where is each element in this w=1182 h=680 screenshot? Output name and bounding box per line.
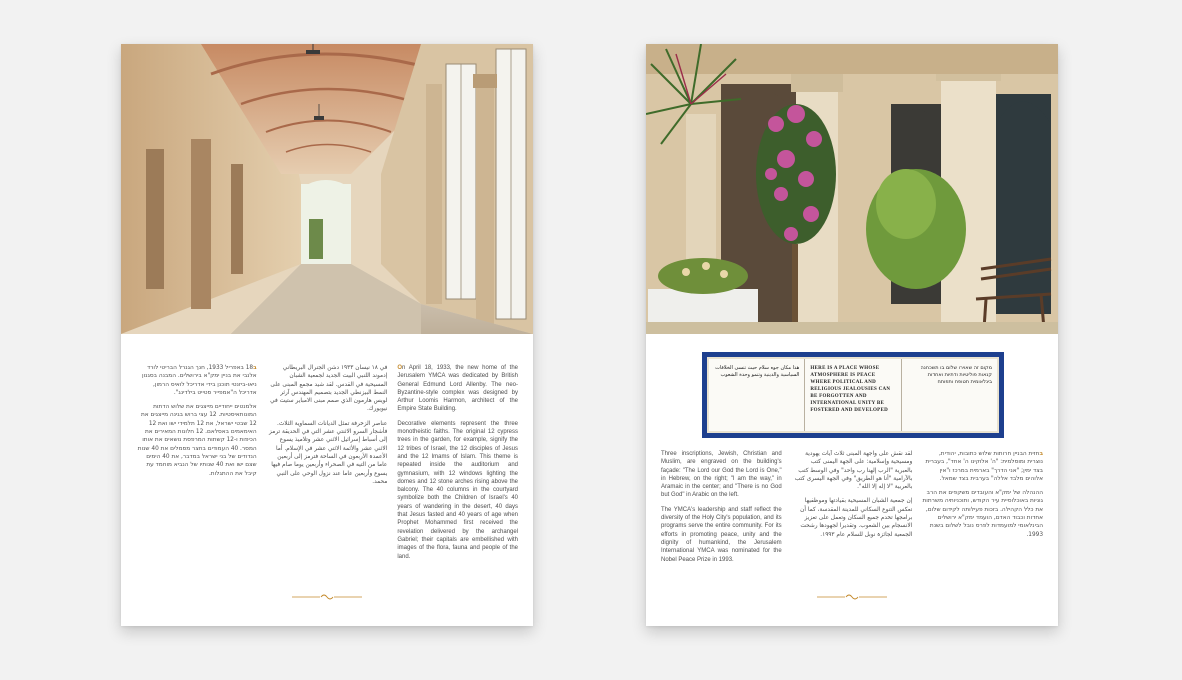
right-english-column	[661, 450, 782, 570]
hebrew-paragraph-1: 18 באפריל 1933, חנך הגנרל הבריטי לורד אלנבי את בניין ימק"א בירושלים. המבנה בסגנון ניאו-ביזנטי תוכנן בידי אדריכל לואיס הרמון, אדריכל ה"אמפייר סטייט בילדינג".	[142, 365, 257, 396]
english-paragraph-4: The YMCA's leadership and staff reflect the diversity of the Holy City's population, and its programs serve the entire community. For its efforts in promoting peace, unity and the dignity of humankind, the Jerusalem International YMCA was nominated for the Nobel Peace Prize in 1993.	[661, 506, 782, 563]
arcade-corridor-photo	[121, 44, 533, 334]
english-paragraph-2: Decorative elements represent the three monotheistic faiths. The original 12 cypress trees in the garden, for example, signify the 12 tribes of Israel, the 12 disciples of Jesus and the 12 Imams of Islam. This theme is repeated inside the auditorium and gymnasium, with 12 windows lighting the domes and 12 stone arches rising above the balcony. The 40 columns in the courtyard symbolize both the Children of Israel's 40 years of wandering in the desert, 40 days that Jesus fasted and 40 years of age when Prophet Mohammed first received the revelation delivered by the archangel Gabriel; their capitals are embellished with images of the flora, fauna and people of the land.	[397, 420, 519, 560]
plaque-hebrew-text: מקום זה שאוירו שלום בו תשכחנה קנאות פוליטיות ודתיות ואחדות בינלאומית תטופח ותפותח	[901, 359, 997, 431]
hebrew-paragraph-4: ההנהלה של ימק"א והעובדים משקפים את הרב גוניות באוכלוסיית עיר הקודש, ותוכניותיה משרתות את כלל הקהילה. בזכות פעילותה לקידום שלום, אחדות וכבוד האדם, הועמד ימק"א ירושלים הבינלאומי למועמדות לפרס נובל לשלום בשנת 1993.	[922, 490, 1044, 538]
english-dropcap: O	[397, 365, 403, 371]
left-ornament	[121, 588, 533, 606]
inscription-plaque	[702, 352, 1004, 438]
hebrew-dropcap-right: ב	[1039, 451, 1044, 457]
plaque-english-text: HERE IS A PLACE WHOSE ATMOSPHERE IS PEACE WHERE POLITICAL AND RELIGIOUS JEALOUSIES CAN BE FORGOTTEN AND INTERNATIONAL UNITY BE FOSTERED AND DEVELOPED	[804, 359, 900, 431]
hebrew-paragraph-2: אלמנטים ייחודיים מייצגים את שלוש הדתות המונותאיסטיות. 12 עצי ברוש בגינה מייצגים את 12 שבטי ישראל, את 12 תלמידי ישו ואת 12 האימאמים באסלאם. 12 חלונות המאירים את הכיפות ו-12 קשתות המרפסת נושאים את אותו המסר. 40 העמודים בחצר מסמלים את 40 שנות הנדודים של בני ישראל במדבר, את 40 הימים שצם ישו ואת 40 שנותיו של הנביא מוחמד עת קיבל את ההתגלות.	[137, 404, 257, 477]
courtyard-flowers-photo	[646, 44, 1058, 334]
arabic-paragraph-2: عناصر الزخرفة تمثل الديانات السماوية الثلاث. فأشجار السرو الاثنتي عشر التي في الحديقة ترمز إلى أسباط إسرائيل الاثني عشر وتلاميذ يسوع الاثني عشر والأئمة الاثني عشر في الإسلام. أما الأعمدة الأربعون في الساحة فترمز إلى أربعين عاما من التيه في الصحراء وأربعين يوما صام فيها يسوع وأربعين عاما عند نزول الوحي على النبي محمد.	[269, 420, 388, 485]
left-english-column	[397, 364, 518, 567]
hebrew-paragraph-3: חזית הבניין חרותות שלוש כתובות, יהודית, נוצרית ומוסלמית: "ה' אלוקינו ה' אחד", בעברית בצד ימין; "אני הדרך" בארמית במרכז ו"אין אלוהים מלבד אללה" בערבית בצד שמאל.	[925, 451, 1044, 482]
plaque-inner	[707, 357, 999, 433]
left-text-area	[136, 364, 518, 567]
right-hebrew-column	[922, 450, 1043, 570]
left-page	[121, 44, 533, 626]
arabic-paragraph-1: في ١٨ نيسان ١٩٣٣ دشن الجنرال البريطاني إدموند اللنبي البيت الجديد لجمعية الشبان المسيحية في القدس. لقد شيد مجمع المبنى على النمط البيزنطي الجديد بتصميم المهندس آرثر لويس هارمون الذي صمم مبنى الامباير ستيت في نيويورك.	[270, 365, 388, 413]
arabic-paragraph-3: لقد نقش على واجهة المبنى ثلاث آيات يهودية ومسيحية وإسلامية: على الجهة اليمنى كتب بالعبرية "الرب إلهنا رب واحد" وفي الوسط كتب بالآرامية "أنا هو الطريق" وفي الجهة اليسرى كتب بالعربية "لا إله إلا الله".	[794, 451, 913, 491]
left-arabic-column	[267, 364, 388, 567]
left-hebrew-column	[136, 364, 257, 567]
english-paragraph-3: Three inscriptions, Jewish, Christian and Muslim, are engraved on the building's façade: "The Lord our God the Lord is One," in Hebrew, on the right; "I am the way," in Aramaic in the center; and "There is no God but God" in Arabic on the left.	[661, 451, 782, 499]
plaque-arabic-text: هذا مكان جوه سلام حيث تنسى الخلافات السياسية والدينية وتنمو وحدة الشعوب	[715, 365, 800, 378]
arabic-paragraph-4: إن جمعية الشبان المسيحية بقيادتها وموظفيها تعكس التنوع السكاني للمدينة المقدسة، كما أن برامجها تخدم جميع السكان وتعمل على تعزيز الانسجام بين الشعوب. وتقديرا لجهودها رشحت الجمعية لجائزة نوبل للسلام عام ١٩٩٣.	[800, 498, 913, 538]
right-arabic-column	[792, 450, 913, 570]
right-ornament	[646, 588, 1058, 606]
right-page	[646, 44, 1058, 626]
english-paragraph-1: n April 18, 1933, the new home of the Jerusalem YMCA was dedicated by British General Edmund Lord Allenby. The neo-Byzantine-style complex was designed by Arthur Loomis Harmon, architect of the Empire State Building.	[397, 365, 519, 413]
right-text-area	[661, 450, 1043, 570]
hebrew-dropcap: ב	[253, 365, 257, 371]
